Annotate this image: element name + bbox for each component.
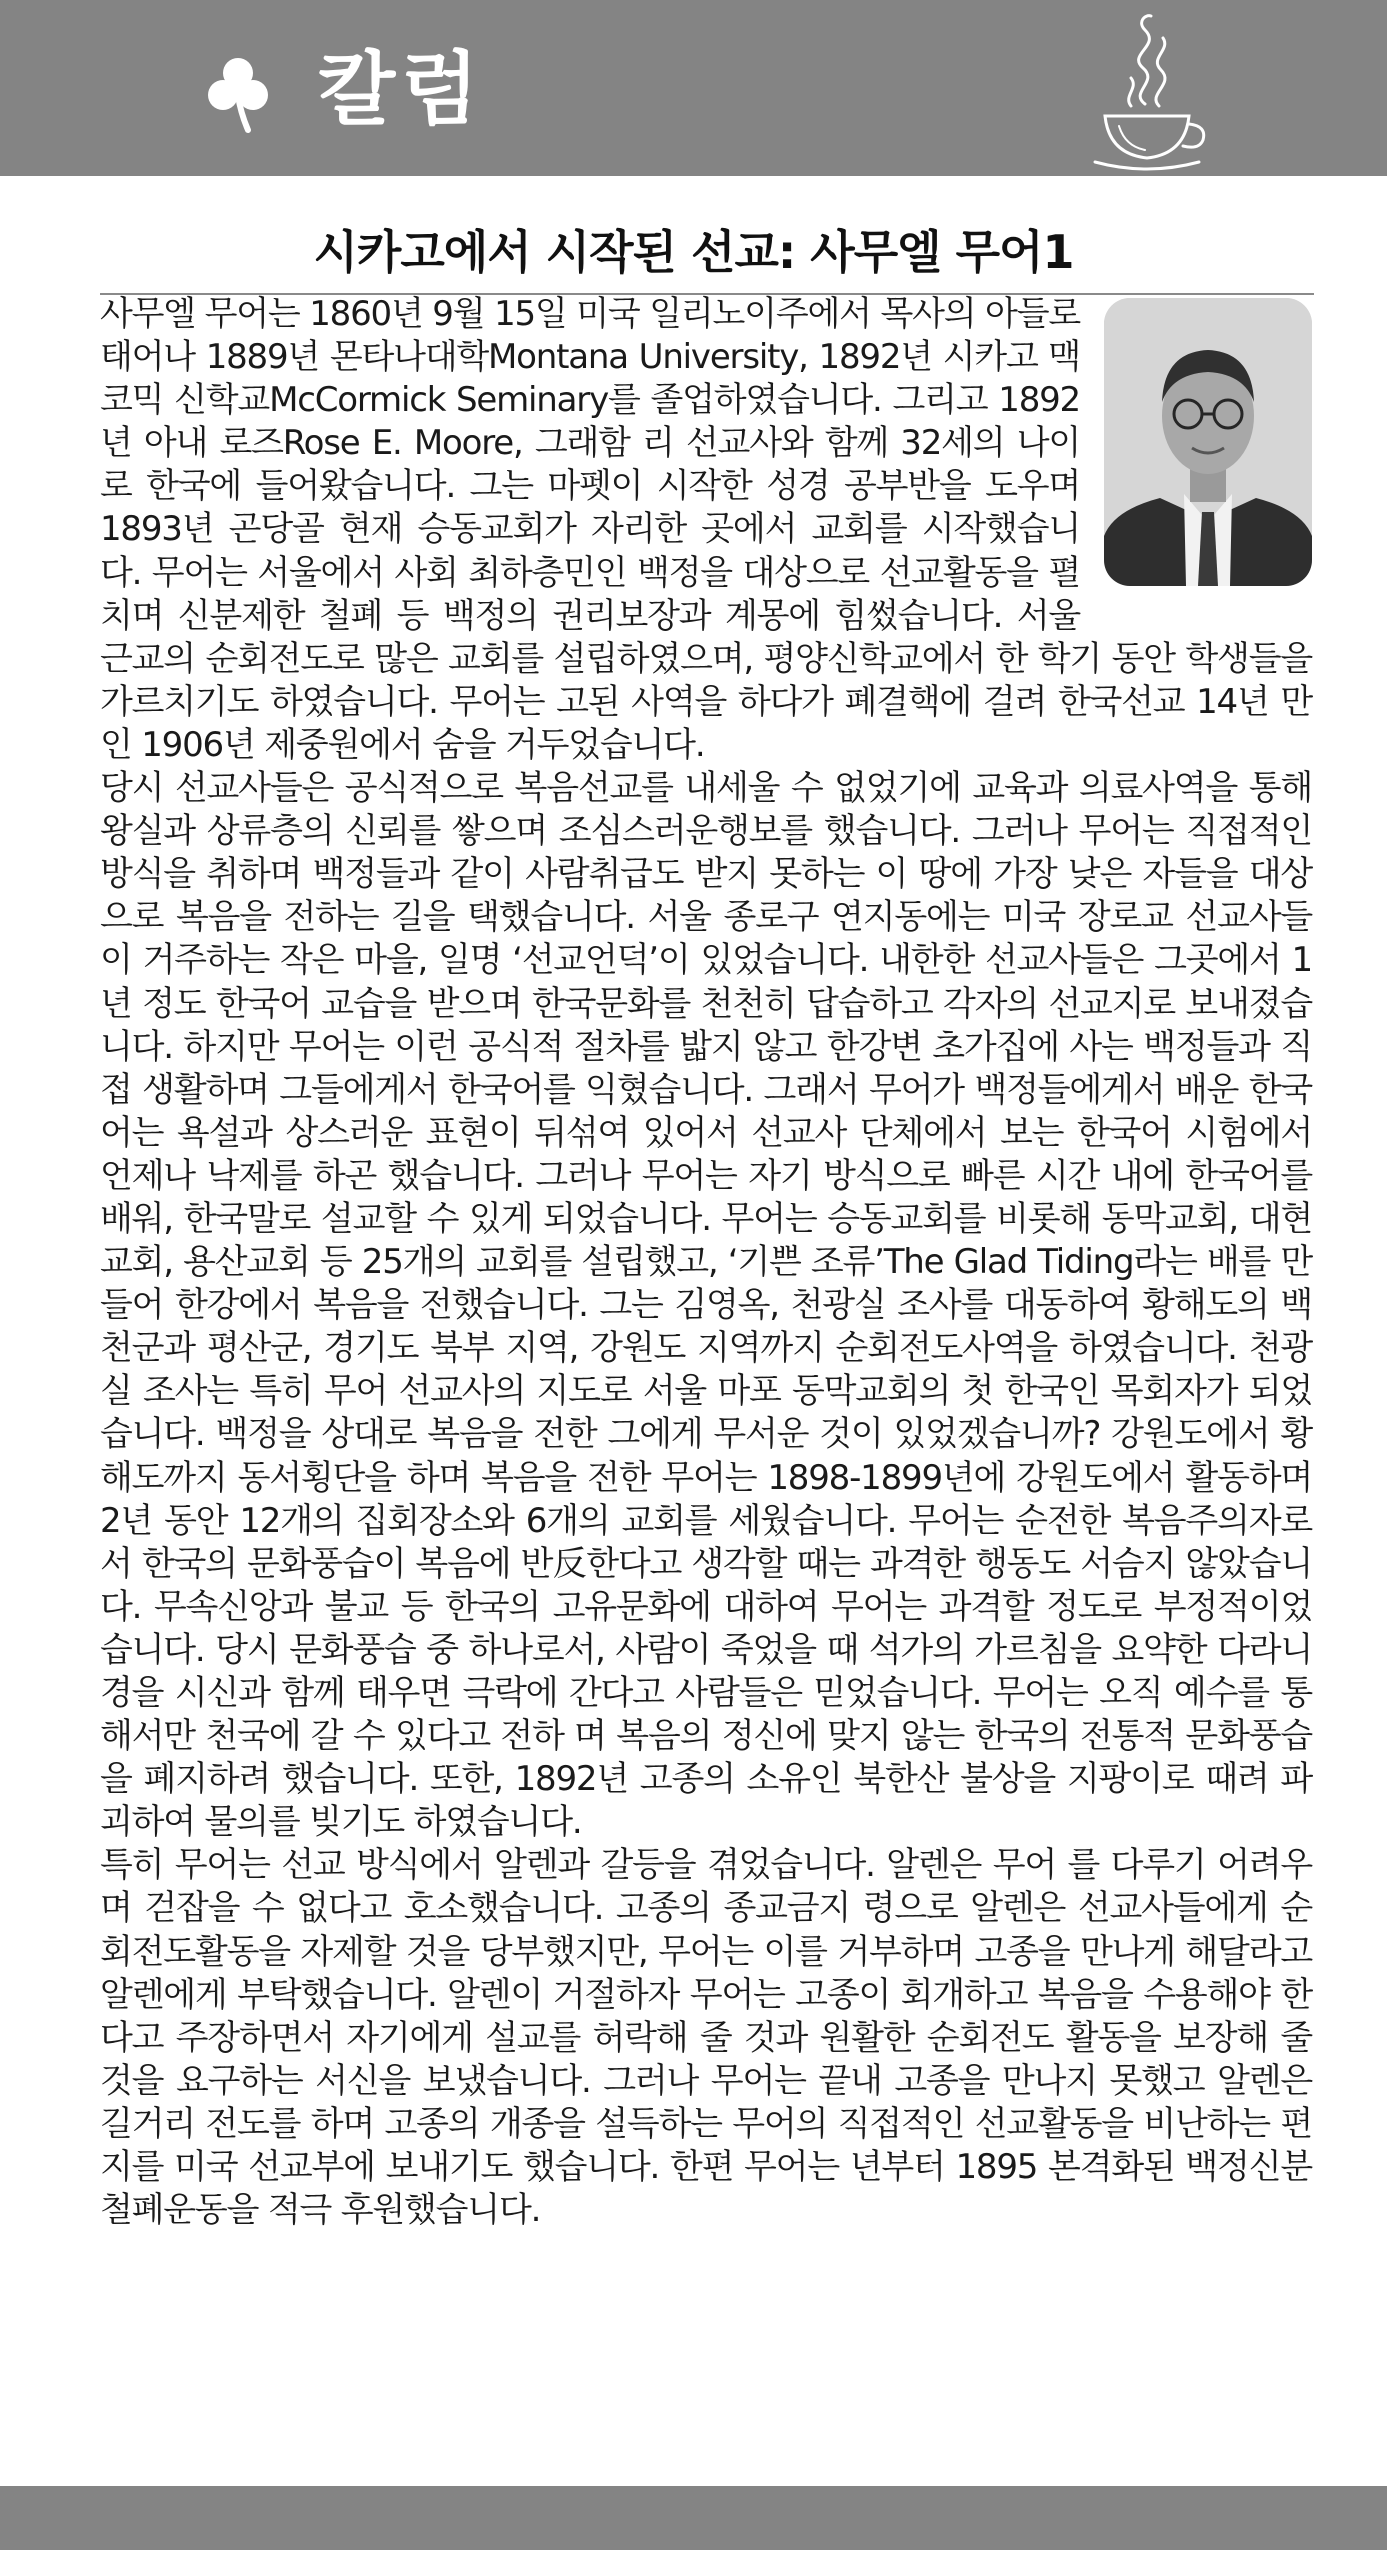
article-body <box>100 293 1312 2232</box>
article-title: 시카고에서 시작된 선교: 사무엘 무어1 <box>313 225 1074 279</box>
paragraph: 사무엘 무어는 1860년 9월 15일 미국 일리노이주에서 목사의 아들로 태어나 1889년 몬타나대학Montana University, 1892년 시카고 맥코믹 신학교McCormick Seminary를 졸업하였습니다. 그리고 1892년 아내 로즈Rose E. Moore, 그래함 리 선교사와 함께 32세의 나이로 한국에 들어왔습니다. 그는 마펫이 시작한 성경 공부반을 도우며 1893년 곤당골 현재 승동교회가 자리한 곳에서 교회를 시작했습니다. 무어는 서울에서 사회 최하층민인 백정을 대상으로 선교활동을 펼치며 신분제한 철폐 등 백정의 권리보장과 계몽에 힘썼습니다. 서울 근교의 순회전도로 많은 교회를 설립하였으며, 평양신학교에서 한 학기 동안 학생들을 가르치기도 하였습니다. 무어는 고된 사역을 하다가 폐결핵에 걸려 한국선교 14년 만인 1906년 제중원에서 숨을 거두었습니다. <box>100 294 1312 765</box>
author-photo <box>1104 298 1312 586</box>
paragraph: 당시 선교사들은 공식적으로 복음선교를 내세울 수 없었기에 교육과 의료사역을 통해 왕실과 상류층의 신뢰를 쌓으며 조심스러운행보를 했습니다. 그러나 무어는 직접적인 방식을 취하며 백정들과 같이 사람취급도 받지 못하는 이 땅에 가장 낮은 자들을 대상으로 복음을 전하는 길을 택했습니다. 서울 종로구 연지동에는 미국 장로교 선교사들이 거주하는 작은 마을, 일명 ‘선교언덕’이 있었습니다. 내한한 선교사들은 그곳에서 1년 정도 한국어 교습을 받으며 한국문화를 천천히 답습하고 각자의 선교지로 보내졌습니다. 하지만 무어는 이런 공식적 절차를 밟지 않고 한강변 초가집에 사는 백정들과 직접 생활하며 그들에게서 한국어를 익혔습니다. 그래서 무어가 백정들에게서 배운 한국어는 욕설과 상스러운 표현이 뒤섞여 있어서 선교사 단체에서 보는 한국어 시험에서 언제나 낙제를 하곤 했습니다. 그러나 무어는 자기 방식으로 빠른 시간 내에 한국어를 배워, 한국말로 설교할 수 있게 되었습니다. 무어는 승동교회를 비롯해 동막교회, 대현교회, 용산교회 등 25개의 교회를 설립했고, ‘기쁜 조류’The Glad Tiding라는 배를 만들어 한강에서 복음을 전했습니다. 그는 김영옥, 천광실 조사를 대동하여 황해도의 백천군과 평산군, 경기도 북부 지역, 강원도 지역까지 순회전도사역을 하였습니다. 천광실 조사는 특히 무어 선교사의 지도로 서울 마포 동막교회의 첫 한국인 목회자가 되었습니다. 백정을 상대로 복음을 전한 그에게 무서운 것이 있었겠습니까? 강원도에서 황해도까지 동서횡단을 하며 복음을 전한 무어는 1898-1899년에 강원도에서 활동하며 2년 동안 12개의 집회장소와 6개의 교회를 세웠습니다. 무어는 순전한 복음주의자로서 한국의 문화풍습이 복음에 반反한다고 생각할 때는 과격한 행동도 서슴지 않았습니다. 무속신앙과 불교 등 한국의 고유문화에 대하여 무어는 과격할 정도로 부정적이었습니다. 당시 문화풍습 중 하나로서, 사람이 죽었을 때 석가의 가르침을 요약한 다라니경을 시신과 함께 태우면 극락에 간다고 사람들은 믿었습니다. 무어는 오직 예수를 통해서만 천국에 갈 수 있다고 전하 며 복음의 정신에 맞지 않는 한국의 전통적 문화풍습을 폐지하려 했습니다. 또한, 1892년 고종의 소유인 북한산 불상을 지팡이로 때려 파괴하여 물의를 빚기도 하였습니다. <box>100 768 1312 1843</box>
coffee-cup-icon <box>1085 8 1210 173</box>
footer-band <box>0 2486 1387 2550</box>
clover-icon <box>208 56 268 134</box>
header-band <box>0 0 1387 176</box>
section-label: 칼럼 <box>318 43 485 136</box>
paragraph: 특히 무어는 선교 방식에서 알렌과 갈등을 겪었습니다. 알렌은 무어 를 다루기 어려우며 걷잡을 수 없다고 호소했습니다. 고종의 종교금지 령으로 알렌은 선교사들에게 순회전도활동을 자제할 것을 당부했지만, 무어는 이를 거부하며 고종을 만나게 해달라고 알렌에게 부탁했습니다. 알렌이 거절하자 무어는 고종이 회개하고 복음을 수용해야 한다고 주장하면서 자기에게 설교를 허락해 줄 것과 원활한 순회전도 활동을 보장해 줄 것을 요구하는 서신을 보냈습니다. 그러나 무어는 끝내 고종을 만나지 못했고 알렌은 길거리 전도를 하며 고종의 개종을 설득하는 무어의 직접적인 선교활동을 비난하는 편지를 미국 선교부에 보내기도 했습니다. 한편 무어는 년부터 1895 본격화된 백정신분 철폐운동을 적극 후원했습니다. <box>100 1845 1312 2231</box>
